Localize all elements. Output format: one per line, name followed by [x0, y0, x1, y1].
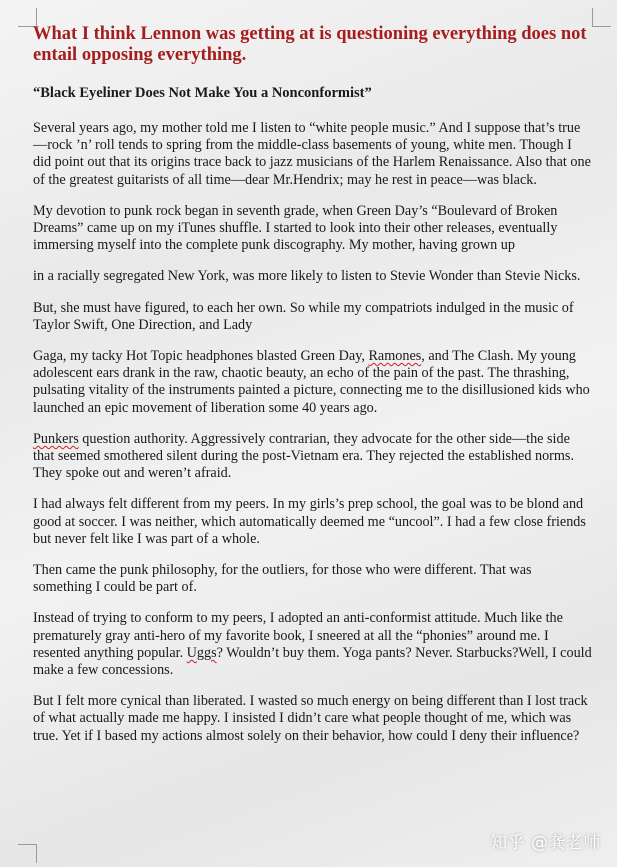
essay-headline: What I think Lennon was getting at is questioning everything does not entail opposing everything.	[33, 24, 587, 65]
paragraph-10: But I felt more cynical than liberated. I wasted so much energy on being different than I lost track of what actually made me happy. I insisted I didn’t care what people thought of me, which was true. Yet if I based my actions almost solely on their behavior, how could I deny their influence?	[33, 693, 588, 744]
essay-body	[33, 120, 593, 745]
spellcheck-flagged-word[interactable]: Ramones	[368, 348, 422, 365]
page-corner-marker-bottom-left	[18, 844, 37, 863]
spellcheck-flagged-word[interactable]: Uggs	[186, 644, 217, 661]
paragraph-1: Several years ago, my mother told me I listen to “white people music.” And I suppose that’s true—rock ’n’ roll tends to spring from the middle-class basements of young, white men. Though I did point out that its origins trace back to jazz musicians of the Harlem Renaissance. Also that one of the greatest guitarists of all time—dear Mr.Hendrix; may he rest in peace—was black.	[33, 120, 591, 188]
essay-title: “Black Eyeliner Does Not Make You a Nonconformist”	[33, 85, 372, 101]
paragraph-6: Punkers question authority. Aggressively contrarian, they advocate for the other side—the side that seemed smothered silent during the post-Vietnam era. They rejected the established norms. They spoke out and weren’t afraid.	[33, 430, 575, 482]
spellcheck-flagged-word[interactable]: Punkers	[33, 430, 79, 447]
paragraph-4: But, she must have figured, to each her own. So while my compatriots indulged in the music of Taylor Swift, One Direction, and Lady	[33, 299, 574, 333]
paragraph-8: Then came the punk philosophy, for the outliers, for those who were different. That was something I could be part of.	[33, 562, 532, 596]
document-page	[33, 24, 593, 759]
paragraph-2: My devotion to punk rock began in seventh grade, when Green Day’s “Boulevard of Broken Dreams” came up on my iTunes shuffle. I started to look into their other releases, eventually immersing myself into the complete punk discography. My mother, having grown up	[33, 202, 558, 254]
page-corner-marker-top-right	[592, 8, 611, 27]
paragraph-5: Gaga, my tacky Hot Topic headphones blasted Green Day, Ramones, and The Clash. My young adolescent ears drank in the raw, chaotic beauty, an echo of the pain of the past. The thrashing, pulsating vitality of the instruments painted a picture, connecting me to the disillusioned kids who launched an epic movement of liberation some 40 years ago.	[33, 348, 590, 416]
paragraph-9: Instead of trying to conform to my peers, I adopted an anti-conformist attitude. Much like the prematurely gray anti-hero of my favorite book, I sneered at all the “phonies” around me. I resented anything popular. Uggs? Wouldn’t buy them. Yoga pants? Never. Starbucks?Well, I could make a few concessions.	[33, 610, 592, 679]
paragraph-7: I had always felt different from my peers. In my girls’s prep school, the goal was to be blond and good at soccer. I was neither, which automatically deemed me “uncool”. I had a few close friends but never felt like I was part of a whole.	[33, 496, 586, 547]
paragraph-3: in a racially segregated New York, was more likely to listen to Stevie Wonder than Stevie Nicks.	[33, 268, 581, 285]
zhihu-watermark: 知乎 @龚老师	[490, 833, 601, 853]
